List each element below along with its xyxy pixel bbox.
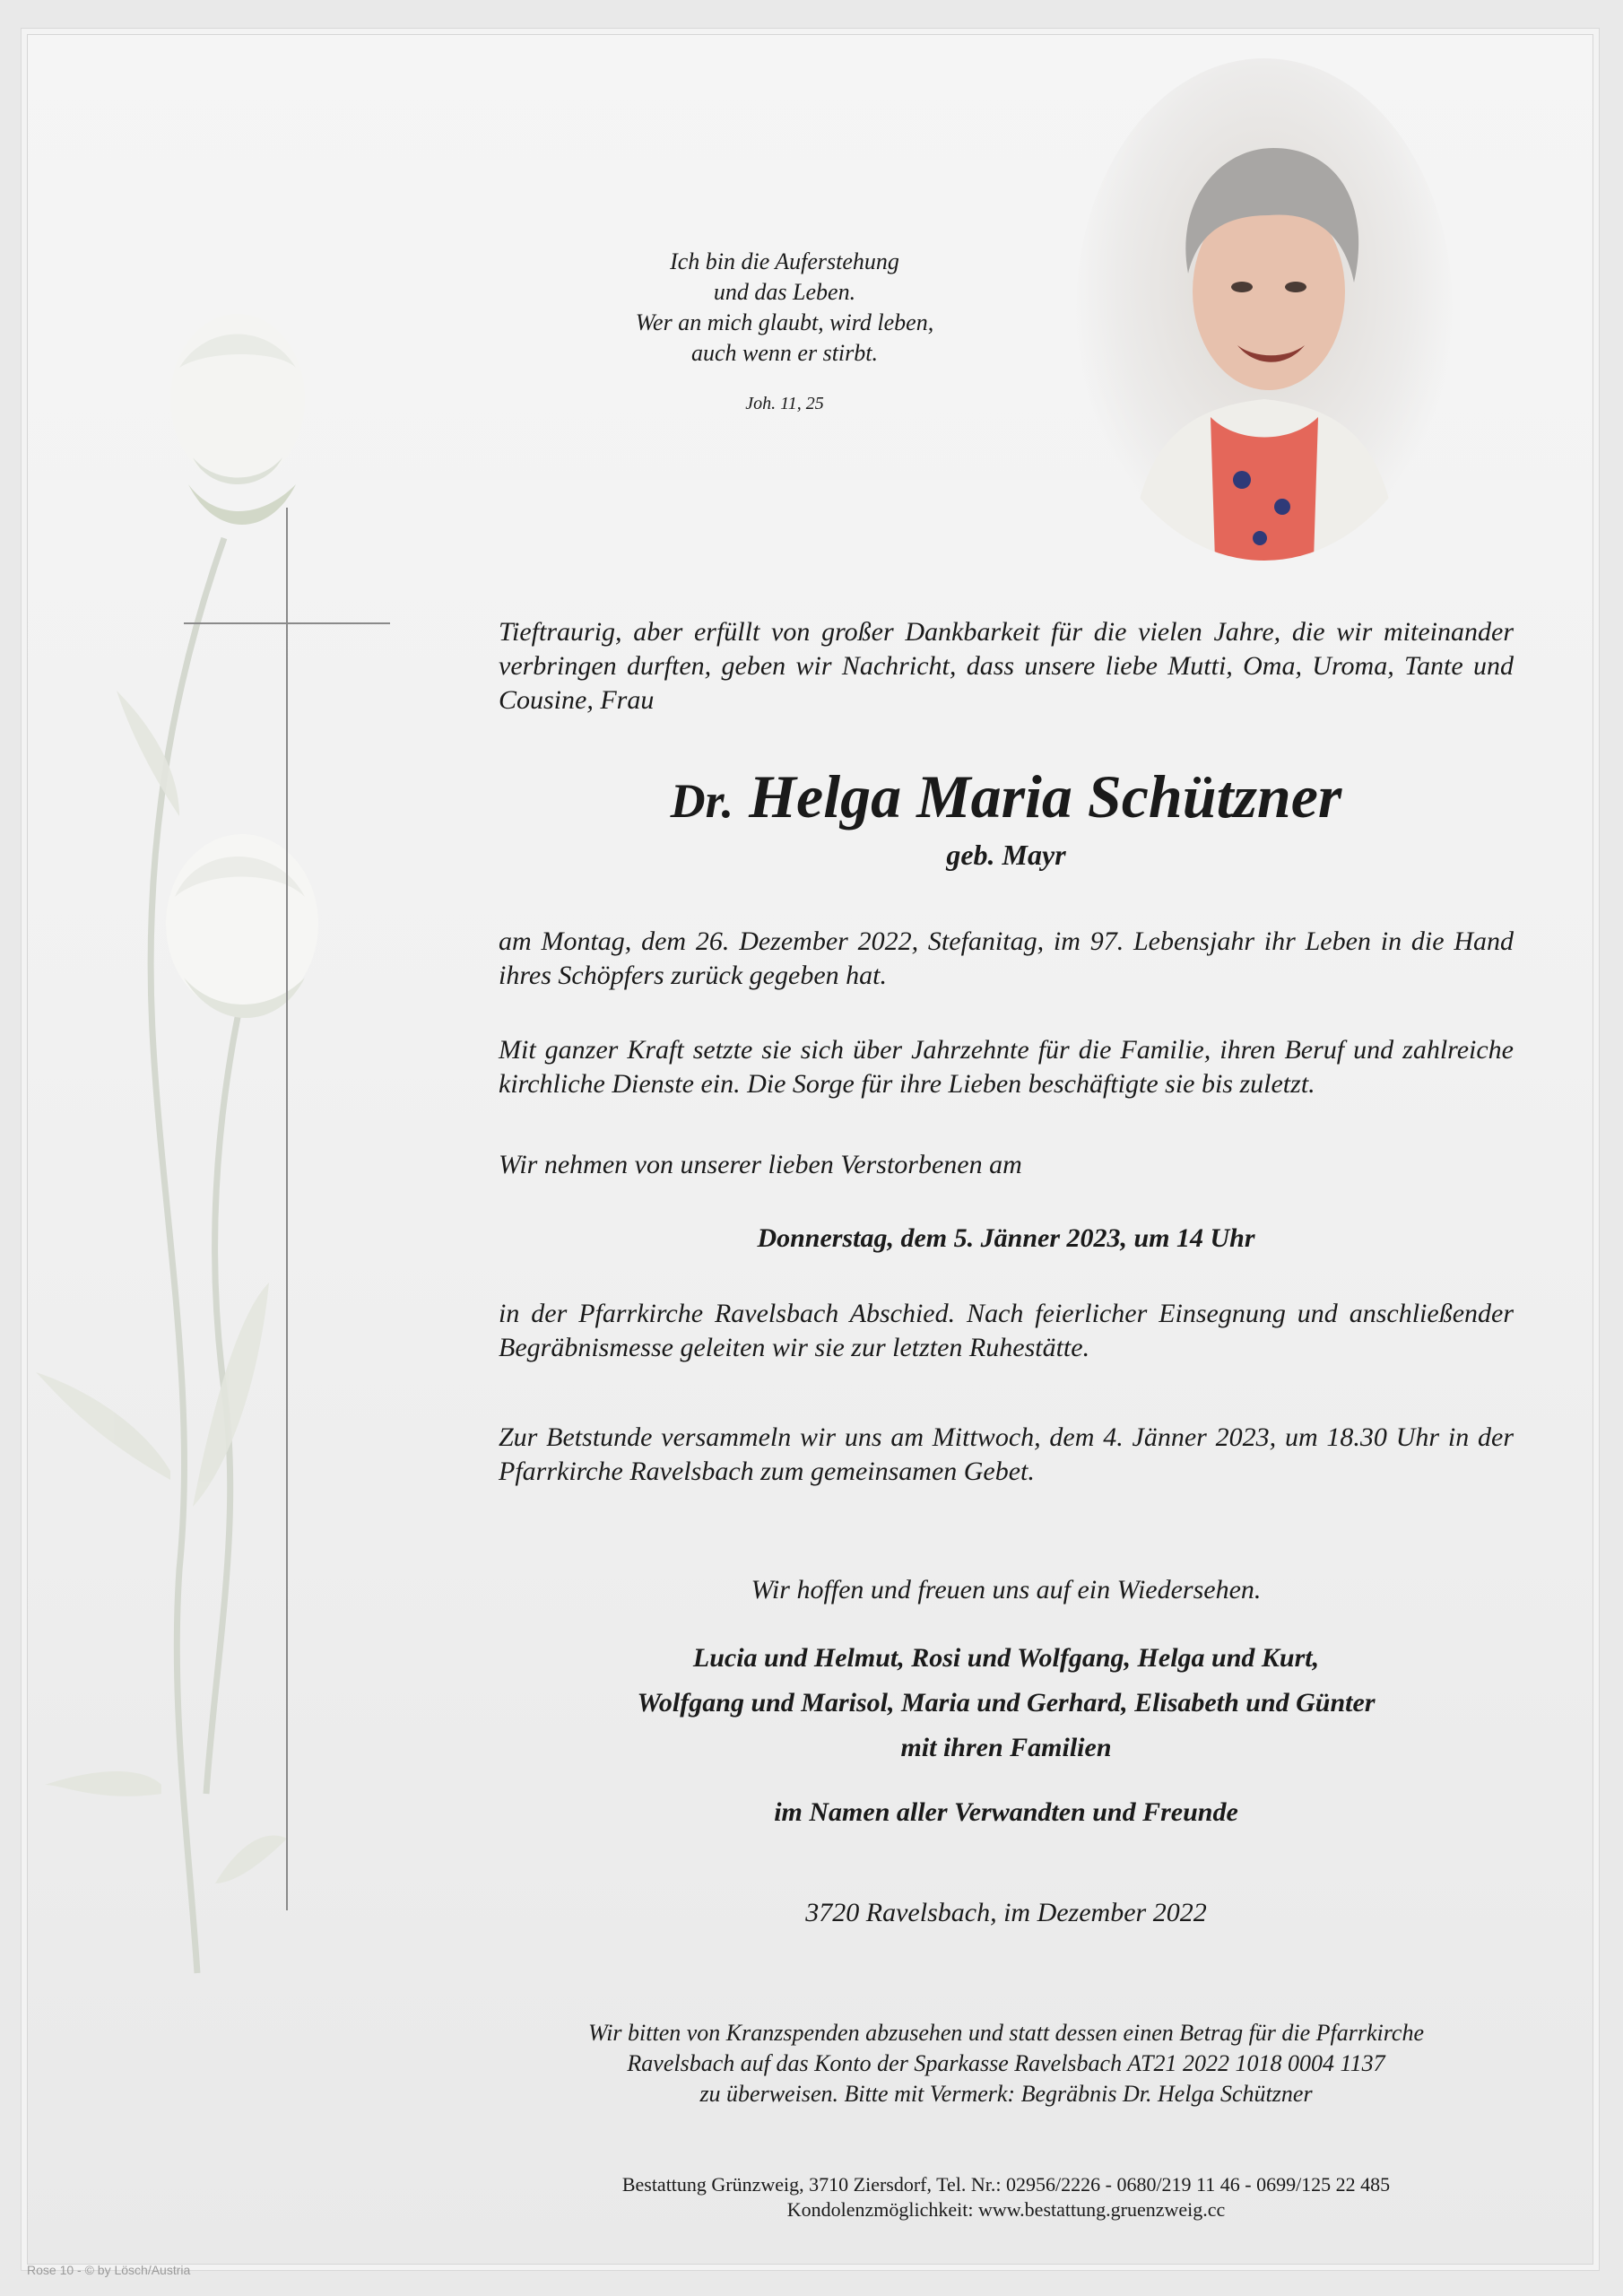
hope-line: Wir hoffen und freuen uns auf ein Wiedersehen. [751,1575,1262,1605]
verse-line: Wer an mich glaubt, wird leben, [635,309,934,335]
verse-line: und das Leben. [713,279,856,305]
family-list [499,1636,1514,1770]
deceased-fullname: Helga Maria Schützner [749,762,1342,831]
death-paragraph: am Montag, dem 26. Dezember 2022, Stefanitag, im 97. Lebensjahr ihr Leben in die Hand ihres Schöpfers zurück gegeben hat. [499,926,1514,990]
family-line: mit ihren Familien [900,1733,1112,1762]
condolence-link[interactable]: Kondolenzmöglichkeit: www.bestattung.gruenzweig.cc [786,2198,1226,2221]
rose-icon [166,834,318,1018]
deceased-title: Dr. [670,774,734,828]
verse-reference: Joh. 11, 25 [745,394,824,413]
deceased-name [499,761,1514,837]
intro-paragraph: Tieftraurig, aber erfüllt von großer Dankbarkeit für die vielen Jahre, die wir miteinander verbringen durften, geben wir Nachricht, dass unsere liebe Mutti, Oma, Uroma, Tante und Cousine, Frau [499,617,1514,715]
rose-cross-illustration [36,314,448,2018]
donation-notice [499,2018,1514,2109]
maiden-name: geb. Mayr [946,839,1066,871]
funeral-paragraph: in der Pfarrkirche Ravelsbach Abschied. Nach feierlicher Einsegnung und anschließender Begräbnismesse geleiten wir sie zur letzten Ruhestätte. [499,1299,1514,1362]
verse-line: Ich bin die Auferstehung [670,248,899,274]
life-paragraph: Mit ganzer Kraft setzte sie sich über Jahrzehnte für die Familie, ihren Beruf und zahlreiche kirchliche Dienste ein. Die Sorge für ihre Lieben beschäftigte sie bis zuletzt. [499,1035,1514,1099]
rose-icon [170,314,305,525]
funeral-home-contact: Bestattung Grünzweig, 3710 Ziersdorf, Tel. Nr.: 02956/2226 - 0680/219 11 46 - 0699/125 22 485 [621,2173,1391,2196]
funeral-date: Donnerstag, dem 5. Jänner 2023, um 14 Uhr [757,1223,1255,1253]
relatives-line: im Namen aller Verwandten und Freunde [774,1797,1238,1827]
person-icon [1076,58,1453,561]
family-line: Lucia und Helmut, Rosi und Wolfgang, Helga und Kurt, [692,1643,1320,1673]
bible-verse [574,247,995,419]
place-date: 3720 Ravelsbach, im Dezember 2022 [805,1898,1207,1927]
donation-line: zu überweisen. Bitte mit Vermerk: Begräbnis Dr. Helga Schützner [699,2081,1313,2107]
donation-line: Ravelsbach auf das Konto der Sparkasse Ravelsbach AT21 2022 1018 0004 1137 [627,2050,1385,2076]
farewell-intro: Wir nehmen von unserer lieben Verstorbenen am [499,1150,1022,1179]
family-line: Wolfgang und Marisol, Maria und Gerhard, Elisabeth und Günter [637,1688,1376,1718]
prayer-paragraph: Zur Betstunde versammeln wir uns am Mittwoch, dem 4. Jänner 2023, um 18.30 Uhr in der Pfarrkirche Ravelsbach zum gemeinsamen Gebet. [499,1422,1514,1486]
stem-icon [151,538,242,1973]
funeral-home-footer [499,2172,1514,2222]
verse-line: auch wenn er stirbt. [691,340,878,366]
image-credit: Rose 10 - © by Lösch/Austria [27,2263,191,2277]
portrait-photo [1076,58,1453,561]
donation-line: Wir bitten von Kranzspenden abzusehen und statt dessen einen Betrag für die Pfarrkirche [587,2020,1425,2046]
